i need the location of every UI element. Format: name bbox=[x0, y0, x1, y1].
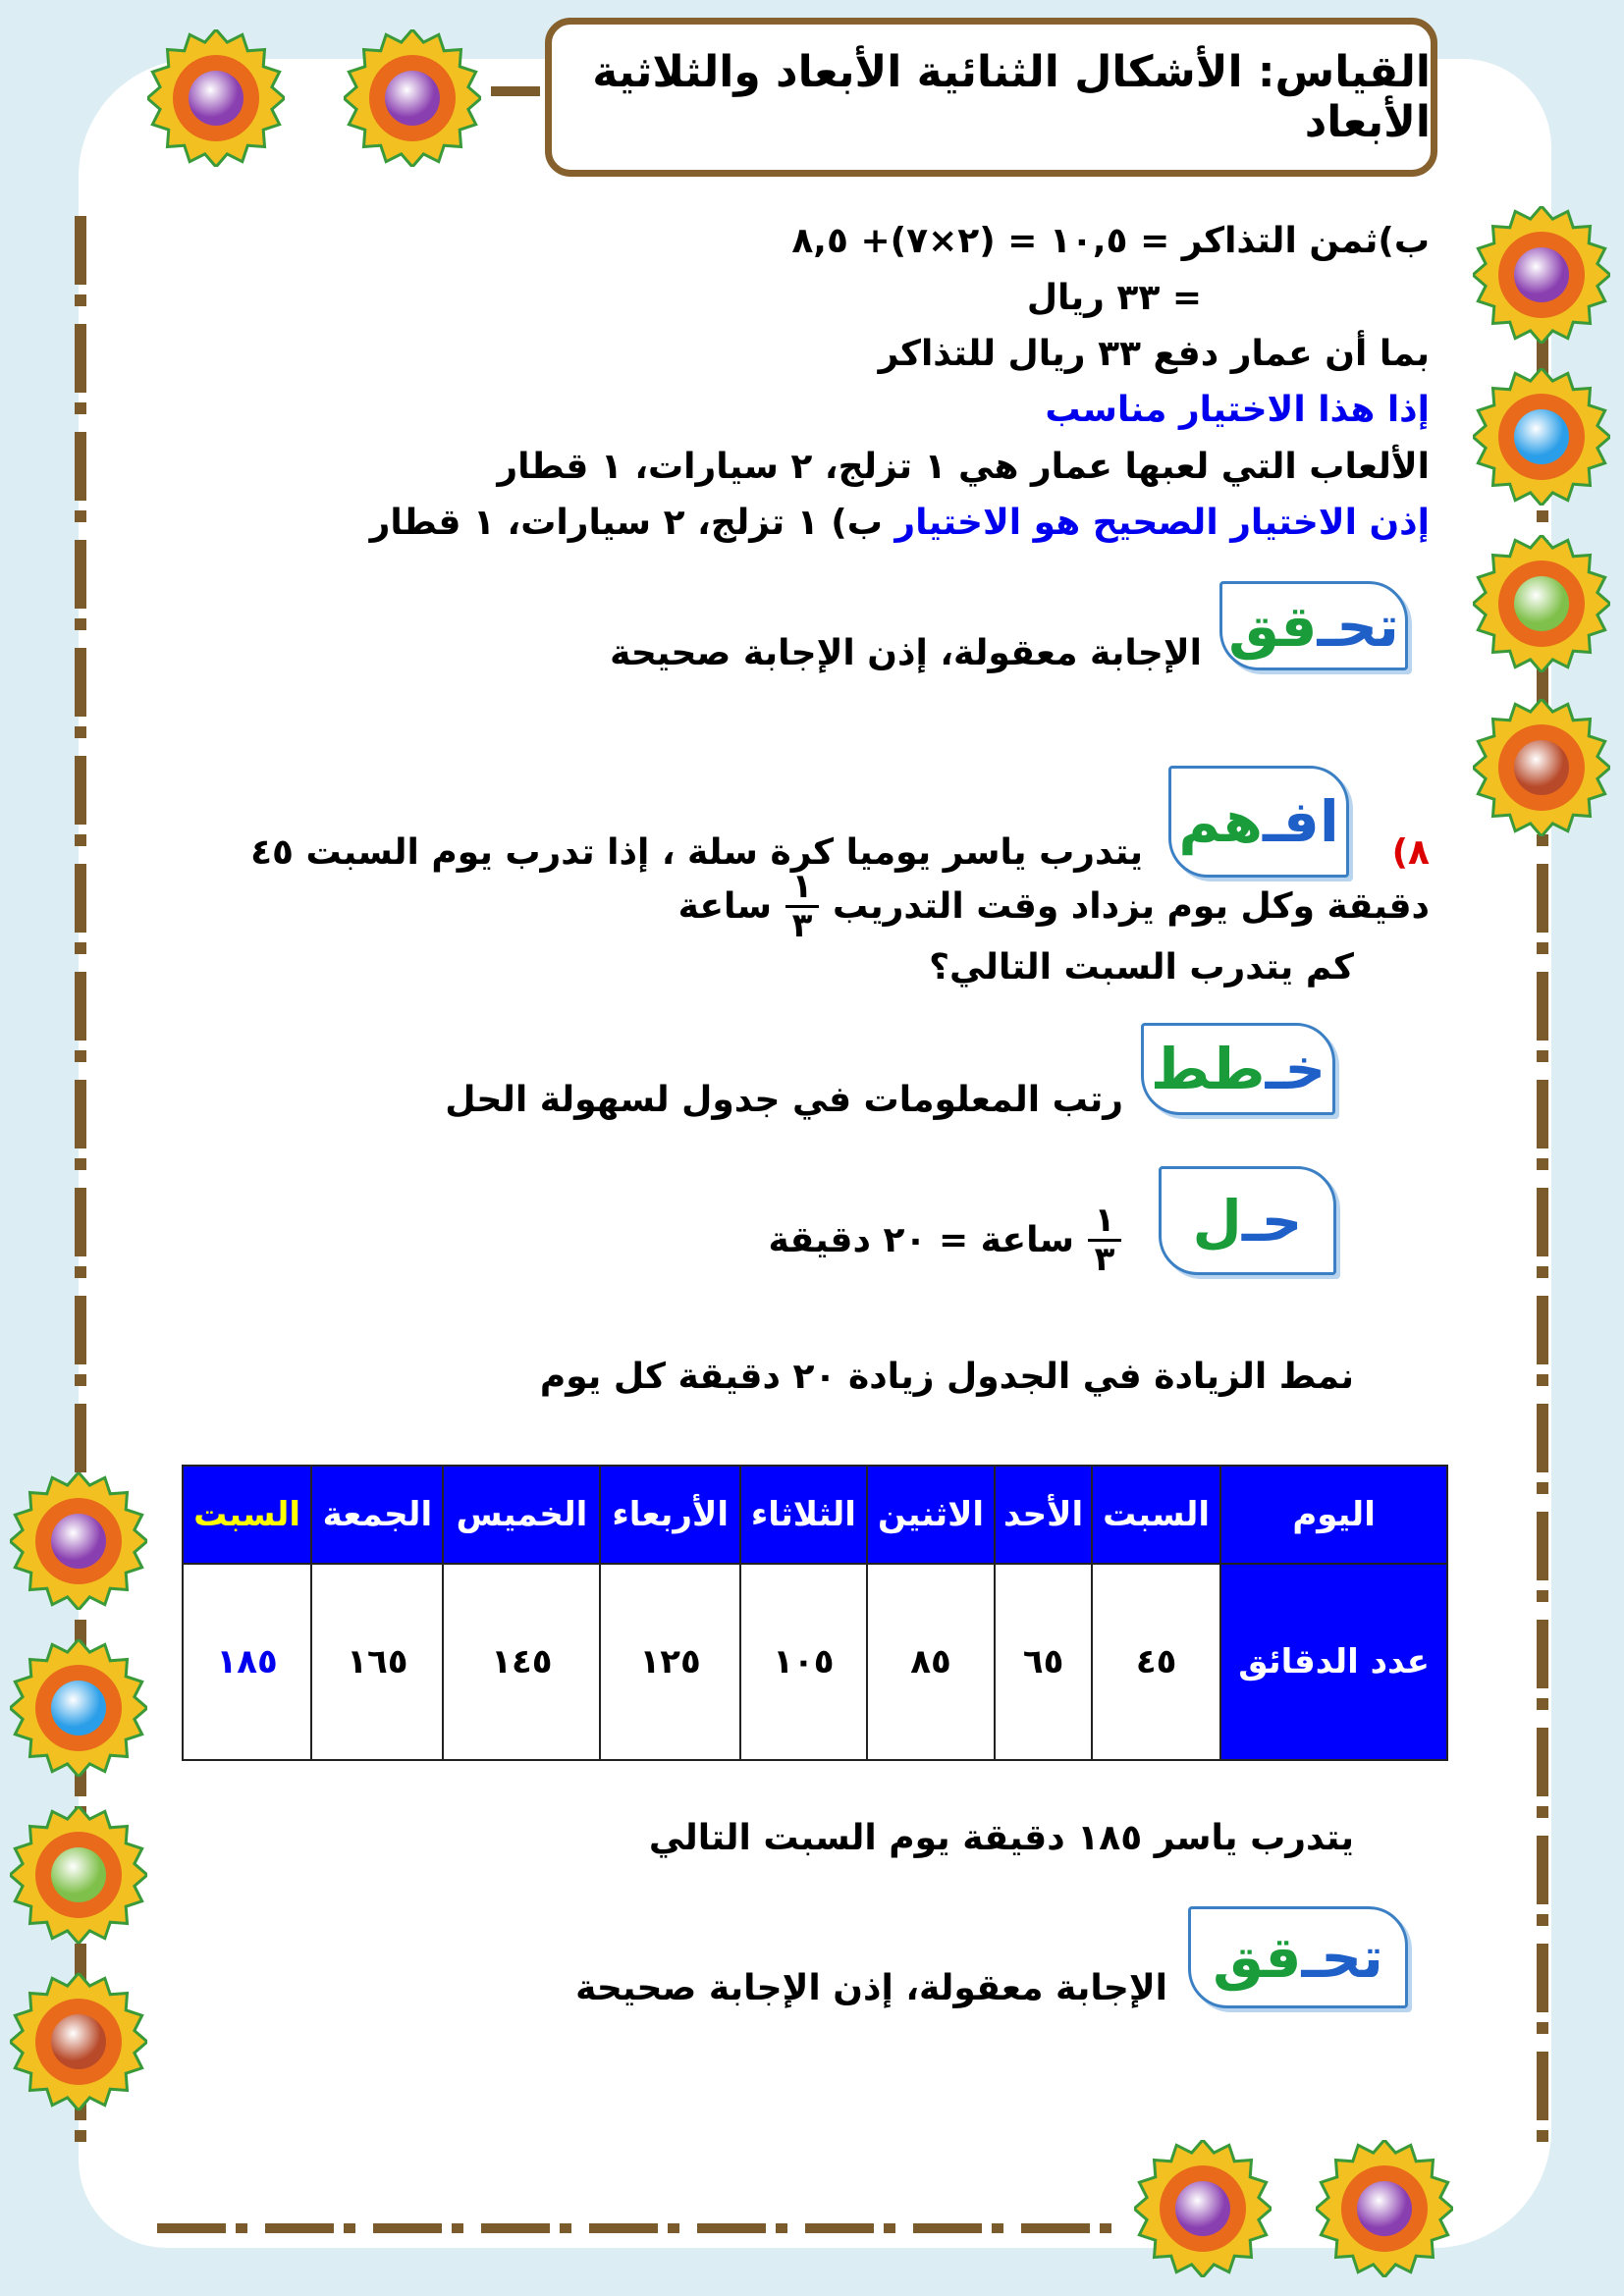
border-dash bbox=[344, 2223, 355, 2233]
flower-decoration-icon bbox=[10, 1973, 147, 2110]
border-dash bbox=[1537, 1590, 1548, 1602]
border-dash bbox=[75, 1404, 86, 1472]
flower-decoration-icon bbox=[1134, 2140, 1272, 2277]
table-cell: ٨٥ bbox=[867, 1564, 995, 1760]
border-dash bbox=[75, 2130, 86, 2142]
border-dash bbox=[1537, 1080, 1548, 1148]
border-dash bbox=[1537, 942, 1548, 954]
border-dash bbox=[373, 2223, 442, 2233]
border-dash bbox=[452, 2223, 463, 2233]
text-line: الألعاب التي لعبها عمار هي ١ تزلج، ٢ سيارات، ١ قطار bbox=[497, 447, 1430, 487]
border-dash bbox=[491, 86, 540, 96]
border-dash bbox=[1537, 1482, 1548, 1494]
understand-tag: افـ هم bbox=[1168, 766, 1349, 878]
border-dash bbox=[75, 1296, 86, 1364]
border-dash bbox=[1100, 2223, 1111, 2233]
border-dash bbox=[1537, 972, 1548, 1041]
border-dash bbox=[75, 1374, 86, 1386]
table-header-cell: الأحد bbox=[995, 1466, 1092, 1564]
flower-decoration-icon bbox=[1316, 2140, 1453, 2277]
border-dash bbox=[75, 972, 86, 1041]
border-dash bbox=[1537, 1296, 1548, 1364]
border-dash bbox=[75, 540, 86, 609]
table-header-cell: الأربعاء bbox=[600, 1466, 740, 1564]
border-dash bbox=[913, 2223, 982, 2233]
border-dash bbox=[1537, 510, 1548, 522]
border-dash bbox=[1537, 1404, 1548, 1472]
border-dash bbox=[1537, 1728, 1548, 1796]
flower-decoration-icon bbox=[344, 29, 481, 167]
border-dash bbox=[1537, 1512, 1548, 1580]
border-dash bbox=[75, 726, 86, 738]
text-line bbox=[370, 503, 1430, 543]
border-dash bbox=[75, 1188, 86, 1256]
border-dash bbox=[75, 324, 86, 393]
border-dash bbox=[1537, 1050, 1548, 1062]
border-dash bbox=[481, 2223, 550, 2233]
table-cell: ١٤٥ bbox=[443, 1564, 600, 1760]
table-header-cell: الثلاثاء bbox=[740, 1466, 867, 1564]
fraction bbox=[1088, 1202, 1121, 1279]
border-dash bbox=[75, 756, 86, 825]
text-line: = ٣٣ ريال bbox=[1026, 278, 1202, 318]
border-dash bbox=[75, 1266, 86, 1278]
border-dash bbox=[1537, 1158, 1548, 1170]
border-dash bbox=[75, 1050, 86, 1062]
question-line-2 bbox=[678, 869, 1430, 945]
fraction-numerator: ١ bbox=[785, 869, 819, 908]
text-line: ب)ثمن التذاكر = ١٠,٥ = (٢×٧)+ ٨,٥ bbox=[791, 221, 1430, 261]
border-dash bbox=[1537, 1188, 1548, 1256]
table-header-cell: الخميس bbox=[443, 1466, 600, 1564]
text-line: بما أن عمار دفع ٣٣ ريال للتذاكر bbox=[878, 334, 1430, 374]
border-dash bbox=[75, 1080, 86, 1148]
border-dash bbox=[1537, 1806, 1548, 1818]
border-dash bbox=[1537, 1620, 1548, 1688]
border-dash bbox=[1537, 1374, 1548, 1386]
border-dash bbox=[75, 648, 86, 717]
table-header-cell: السبت bbox=[1092, 1466, 1220, 1564]
check-tag: تحـ قق bbox=[1188, 1906, 1408, 2008]
border-dash bbox=[776, 2223, 787, 2233]
fraction bbox=[785, 869, 819, 945]
border-dash bbox=[1537, 2052, 1548, 2120]
border-dash bbox=[75, 294, 86, 306]
table-header-cell: الاثنين bbox=[867, 1466, 995, 1564]
border-dash bbox=[1537, 2130, 1548, 2142]
page-title: القياس: الأشكال الثنائية الأبعاد والثلاثية الأبعاد bbox=[592, 47, 1431, 147]
table-cell: ١٢٥ bbox=[600, 1564, 740, 1760]
flower-decoration-icon bbox=[1473, 699, 1610, 836]
border-dash bbox=[697, 2223, 766, 2233]
table-header-row bbox=[183, 1466, 1447, 1564]
conclusion-text: يتدرب ياسر ١٨٥ دقيقة يوم السبت التالي bbox=[648, 1818, 1354, 1858]
border-dash bbox=[75, 834, 86, 846]
border-dash bbox=[236, 2223, 247, 2233]
check-tag: تحـ قق bbox=[1219, 581, 1408, 670]
border-dash bbox=[1537, 1266, 1548, 1278]
table-header-cell: اليوم bbox=[1220, 1466, 1447, 1564]
flower-decoration-icon bbox=[147, 29, 285, 167]
flower-decoration-icon bbox=[10, 1472, 147, 1610]
border-dash bbox=[265, 2223, 334, 2233]
border-dash bbox=[75, 618, 86, 630]
title-box bbox=[545, 18, 1437, 177]
table-cell: ١٠٥ bbox=[740, 1564, 867, 1760]
table-cell: ٤٥ bbox=[1092, 1564, 1220, 1760]
question-number: ٨) bbox=[1391, 832, 1430, 873]
table-cell: ١٦٥ bbox=[311, 1564, 443, 1760]
solve-tag: حـ ل bbox=[1159, 1166, 1336, 1275]
answer-text: ب) ١ تزلج، ٢ سيارات، ١ قطار bbox=[369, 503, 895, 543]
plan-tag: خـ طط bbox=[1141, 1023, 1335, 1115]
border-dash bbox=[1537, 1944, 1548, 2012]
table-header-cell: السبت bbox=[183, 1466, 311, 1564]
table-row bbox=[183, 1564, 1447, 1760]
solve-line bbox=[768, 1202, 1121, 1279]
pattern-text: نمط الزيادة في الجدول زيادة ٢٠ دقيقة كل يوم bbox=[539, 1357, 1354, 1397]
question-text: دقيقة وكل يوم يزداد وقت التدريب bbox=[832, 886, 1430, 928]
border-dash bbox=[805, 2223, 874, 2233]
flower-decoration-icon bbox=[1473, 535, 1610, 672]
flower-decoration-icon bbox=[10, 1639, 147, 1777]
border-dash bbox=[668, 2223, 679, 2233]
flower-decoration-icon bbox=[1473, 206, 1610, 344]
border-dash bbox=[75, 432, 86, 501]
minutes-table bbox=[182, 1465, 1448, 1761]
border-dash bbox=[75, 1158, 86, 1170]
fraction-denominator: ٣ bbox=[1094, 1240, 1115, 1280]
border-dash bbox=[1537, 1914, 1548, 1926]
row-label: عدد الدقائق bbox=[1220, 1564, 1447, 1760]
table-header-cell: الجمعة bbox=[311, 1466, 443, 1564]
border-dash bbox=[75, 402, 86, 414]
border-dash bbox=[589, 2223, 658, 2233]
question-text: كم يتدرب السبت التالي؟ bbox=[929, 947, 1354, 988]
border-dash bbox=[884, 2223, 895, 2233]
fraction-numerator: ١ bbox=[1088, 1202, 1121, 1242]
check-text: الإجابة معقولة، إذن الإجابة صحيحة bbox=[575, 1968, 1167, 2008]
border-dash bbox=[75, 864, 86, 933]
border-dash bbox=[1537, 1698, 1548, 1710]
border-dash bbox=[1537, 864, 1548, 933]
solve-text: ساعة = ٢٠ دقيقة bbox=[768, 1220, 1074, 1261]
table-cell: ١٨٥ bbox=[183, 1564, 311, 1760]
border-dash bbox=[75, 510, 86, 522]
plan-text: رتب المعلومات في جدول لسهولة الحل bbox=[445, 1080, 1123, 1120]
table-cell: ٦٥ bbox=[995, 1564, 1092, 1760]
check-text: الإجابة معقولة، إذن الإجابة صحيحة bbox=[610, 633, 1202, 673]
question-text: ساعة bbox=[677, 886, 772, 928]
border-dash bbox=[1021, 2223, 1090, 2233]
border-dash bbox=[992, 2223, 1003, 2233]
text-line: إذا هذا الاختيار مناسب bbox=[1045, 390, 1430, 430]
border-dash bbox=[157, 2223, 226, 2233]
border-dash bbox=[75, 216, 86, 285]
question-text: يتدرب ياسر يوميا كرة سلة ، إذا تدرب يوم السبت ٤٥ bbox=[250, 832, 1143, 873]
border-dash bbox=[560, 2223, 571, 2233]
fraction-denominator: ٣ bbox=[791, 906, 813, 946]
flower-decoration-icon bbox=[10, 1806, 147, 1944]
border-dash bbox=[75, 942, 86, 954]
border-dash bbox=[1537, 2022, 1548, 2034]
flower-decoration-icon bbox=[1473, 368, 1610, 506]
border-dash bbox=[1537, 1836, 1548, 1904]
answer-emphasis: إذن الاختيار الصحيح هو الاختيار bbox=[894, 503, 1430, 543]
